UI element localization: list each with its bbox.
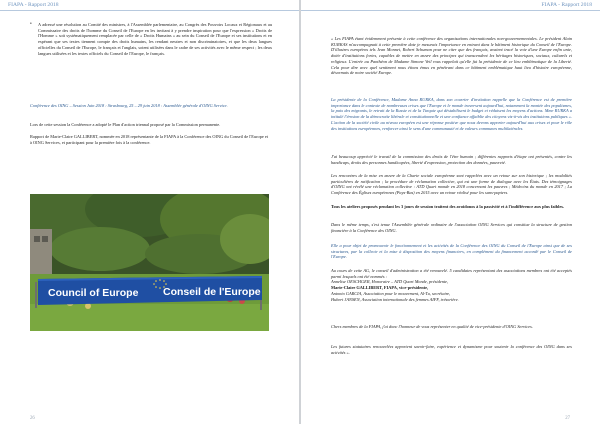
header-rule (0, 10, 299, 11)
left-page (0, 0, 299, 424)
header-rule (301, 10, 600, 11)
paragraph-honneur (331, 324, 572, 330)
page-header (301, 0, 600, 10)
bullet-dot: • (30, 22, 32, 27)
paragraph-presidente (331, 97, 572, 131)
paragraph-text: Dans le même temps, s'est tenue l'Assemblée générale ordinaire de l'association OING Services qui constitue la structure de gestion financière à la Conférence des OING. (331, 222, 572, 233)
paragraph-rapport: Rapport de Marie-Claire GALLIBERT, nommée en 2018 représentante de la FIAPA à la Conférence des OING du Conseil de l'Europe et à OING Services, et participant pour la première fois à la conférence. (30, 134, 269, 145)
paragraph-conseil (331, 268, 572, 302)
council-of-europe-photo (30, 194, 269, 331)
paragraph-text: J'ai beaucoup apprécié le travail de la commission des droits de l'être humain ; différentes rapports d'étape ont présentés, contre les handicaps, droits des personnes handicapées, liberté d'expression, protection des données, pauvreté. (331, 154, 572, 165)
header-title: FIAPA - Rapport 2018 (541, 2, 592, 8)
paragraph-futures (331, 344, 572, 355)
member-line: Hubert JANSEN, Association internationale des femmes AIFF, trésorière. (331, 296, 459, 302)
paragraph-assemblee (331, 222, 572, 233)
paragraph-text: Chers membres de la FIAPA, j'ai donc l'honneur de vous représenter en qualité de vice-présidente d'OING Services. (331, 324, 533, 329)
paragraph-text: Tous les ateliers proposés pendant les 3 jours de session traitent des avoidonos à la passivité et à l'indifférence aux plus faibles. (331, 204, 565, 209)
header-title: FIAPA - Rapport 2018 (8, 2, 59, 8)
right-page (301, 0, 600, 424)
paragraph-text: La présidente de la Conférence, Madame Anna RURKA, dans son courrier d'invitation rappelle que la Conférence est de première importance dans le contexte de nombreuses crises que l'Europe et le monde traversent aujourd'hui, notamment la montée des populismes, la paix des migrants, le retrait de la Russie et de la Turquie qui déstabilisent le budget et réduisent les moyens d'actions. Mme RURKA a intitulé l'érosion de la démocratie libérale et constitutionnelle et une confiance affaiblie des citoyens vis-à-vis des institutions publiques ». L'action de la société civile au niveau européen est une réponse positive que nous devons apporter aujourd'hui aux crises et pour le rôle des institutions européennes, renforcer ainsi le sens d'une communauté et de valeurs communes multilatérales. (331, 97, 572, 131)
sign-text-french: Conseil de l'Europe (163, 286, 261, 298)
sign-text-english: Council of Europe (48, 287, 139, 299)
photo-illustration (30, 194, 269, 331)
paragraph-text: Les futures statutaires renouvelées apportent savoir-faire, expérience et dynamisme pour soutenir la conférence des OING dans ses activités ». (331, 344, 572, 355)
page-header (0, 0, 299, 10)
member-line-highlight: Marie-Claire GALLIBERT, FIAPA, vice-présidente, (331, 285, 429, 291)
page-number: 27 (565, 416, 570, 421)
quote-text: « Les FIAPA étant évidemment présente à cette conférence des organisations internationales non-gouvernementales. Le président Alain KURKAS m'accompagnait à cette première date je mesurais l'importance en entrant dans le bâtiment historique du Conseil de l'Europe. D'illustres européens tels Jean Monnet, Robert Schuman pour ne citer que des français, avaient tracé la voie d'une Europe enfin unie, dotée d'institutions fortes, capables de mettre en œuvre des principes qui transcendent les héritages historiques, sociaux, culturels et religieux. L'entrée au Panthéon de Madame Simone Veil rous rappelait qu'elle fut la présidente de ce lieu emblématique de la Liberté. Cela pour dire avec quel sentiment nous étions émus en pénétrant dans ce bâtiment emblématique haut lieu d'histoire européenne, désormais de notre société Europe. (331, 36, 572, 76)
paragraph-commission (331, 154, 572, 165)
member-line: Annelise OESCHGER, Honoraire – ATD Quart Monde, présidente, (331, 279, 449, 285)
paragraph-text: Elle a pour objet de promouvoir le fonctionnement et les activités de la Conférence des OING du Conseil de l'Europe ainsi que de ses structures, par la collecte et la mise à disposition des moyens financiers, en complément du financement accordé par le Conseil de l'Europe. (331, 243, 572, 260)
paragraph-ateliers (331, 204, 572, 210)
bullet-paragraph (30, 22, 272, 56)
paragraph-objet (331, 243, 572, 260)
quote-paragraph (331, 36, 572, 76)
page-number: 26 (30, 416, 35, 421)
paragraph-text: Au cours de cette AG, le conseil d'administration a été renouvelé. 5 candidates représentant des associations membres ont été acceptés parmi lesquels ont été nommés : (331, 268, 572, 279)
bullet-text: A adressé une résolution au Comité des ministres, à l'Assemblée parlementaire, au Congrès des Pouvoirs Locaux et Régionaux et au Commissaire des droits de l'homme du Conseil de l'Europe en les invitant à y prendre inspiration pour que l'expression « Droits de l'Homme » soit systématiquement remplacée par celle de « Droits Humains » au sein du Conseil de l'Europe et ses institutions et en espérant que ses textes tiennent compte des droits humains, les rendant neutres et non discriminatoires, et que les deux langues officielles du Conseil de l'Europe, le français et l'anglais, soient utilisées dans le cadre de ses activités avec le même respect ; les deux langues utilisées et les textes officiels du Conseil de l'Europe, le français. (38, 22, 272, 56)
paragraph-charte (331, 173, 572, 196)
paragraph-plan: Lors de cette session la Conférence a adopté le Plan d'action triennal proposé par la Commission permanente. (30, 122, 221, 127)
paragraph-text: Les rencontres de la mise en œuvre de la Charte sociale européenne sont rappelées avec un retour sur son historique ; les modalités particulières de ratification ; la procédure de réclamation collective, qui est une forme de dialogue avec les États. Des témoignages d'OING ont révélé une réclamation collective : ATD Quart monde en 2018 concernant les pauvres ; Médecins du monde en 2017 ; La Conférence des Églises européennes (Pays-Bas) en 2015 avec un retour réalisé pour les sans-papiers. (331, 173, 572, 196)
section-caption: Conférence des OING – Session Juin 2018 : Strasbourg, 25 – 29 juin 2018 : Assemblée générale d'OING Service. (30, 103, 228, 108)
member-line: Antonio GARCIA, Association pour le mouvement, Al-Tu, secrétaire, (331, 290, 451, 296)
